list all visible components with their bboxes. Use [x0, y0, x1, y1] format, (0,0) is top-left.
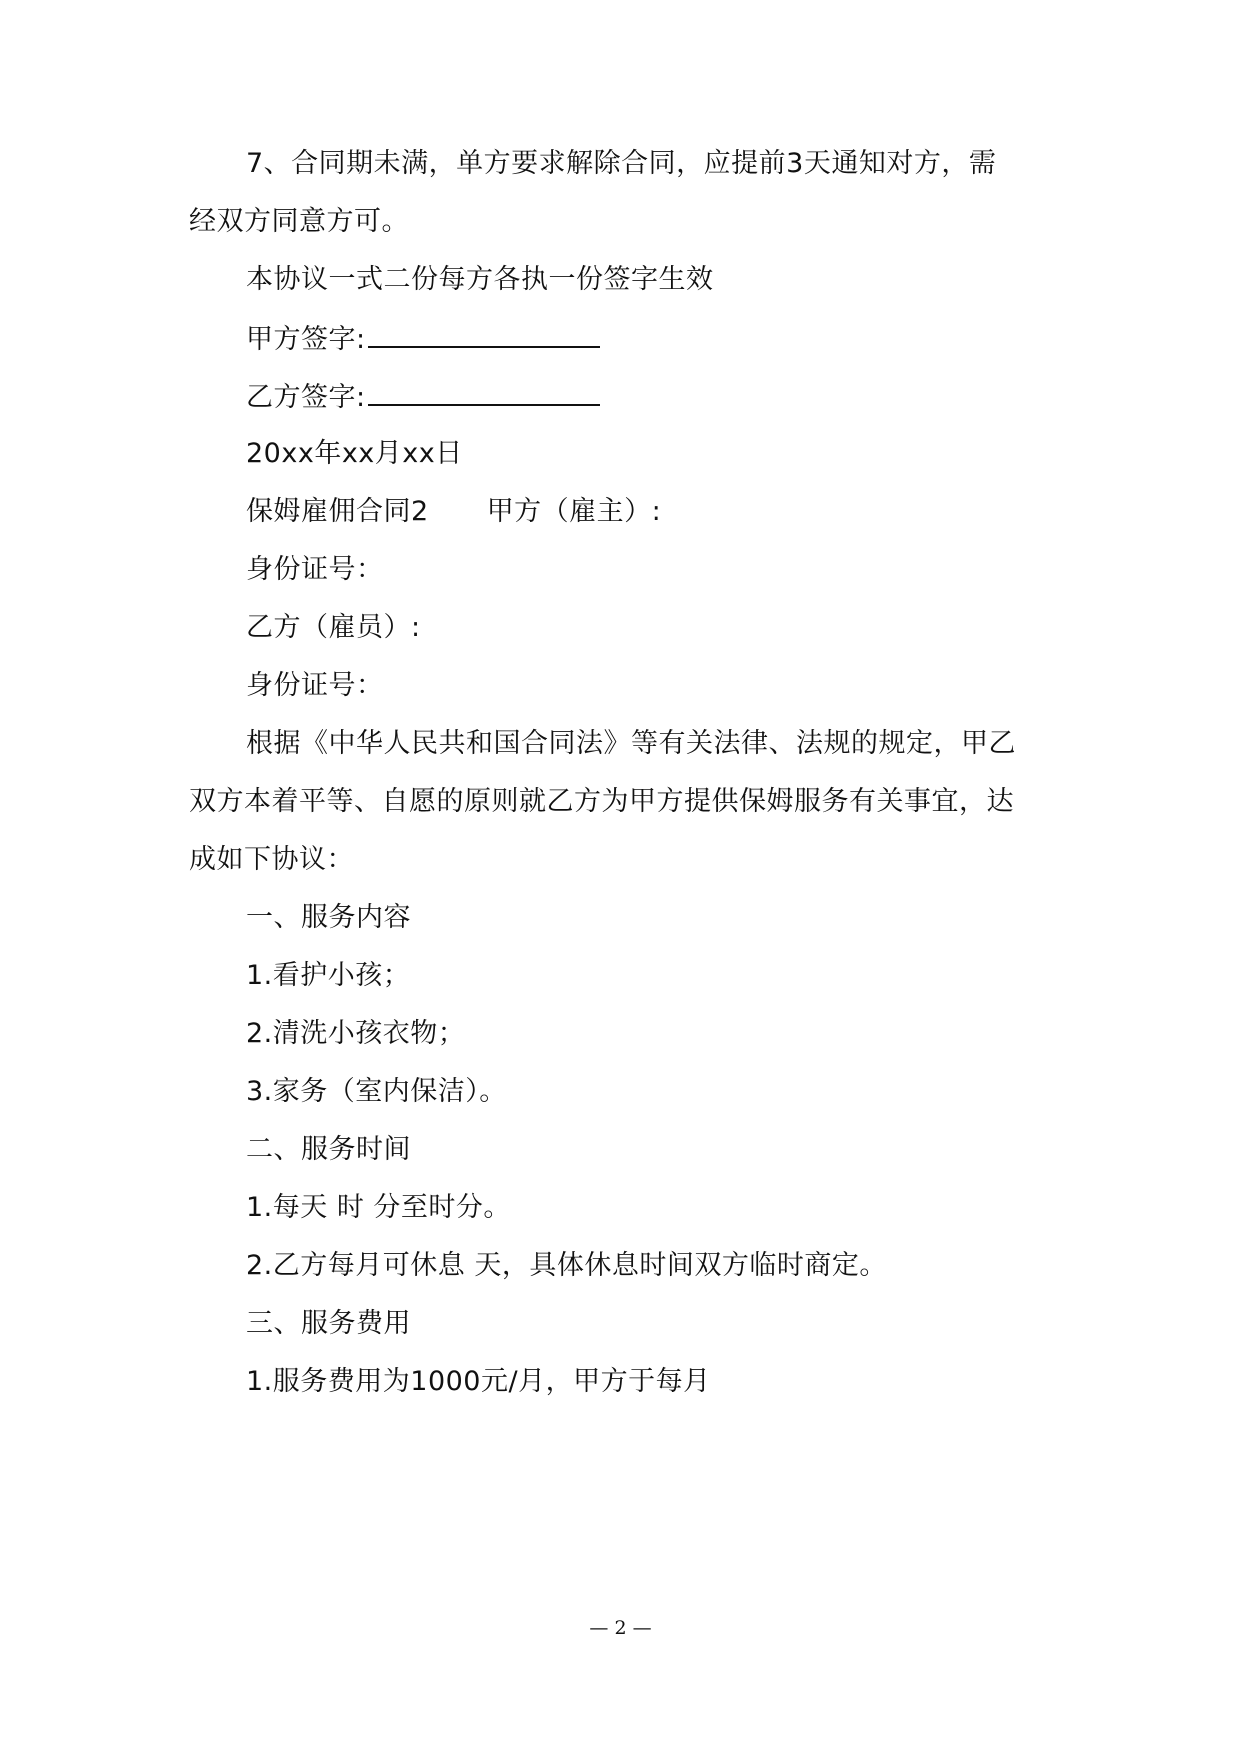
party-b-signature-line	[368, 376, 600, 406]
party-b-signature-label: 乙方签字:	[246, 382, 366, 413]
party-a-employer-label: 甲方（雇主）:	[486, 496, 662, 527]
page-number: — 2 —	[589, 1617, 652, 1639]
service-item-1: 1.看护小孩；	[246, 960, 411, 991]
party-a-signature-line	[368, 318, 600, 348]
party-b-signature-row	[0, 376, 1241, 418]
contract-2-title: 保姆雇佣合同2	[246, 496, 429, 527]
service-fee-item-1: 1.服务费用为1000元/月，甲方于每月	[246, 1366, 711, 1397]
section-2-heading: 二、服务时间	[246, 1134, 411, 1165]
signing-date: 20xx年xx月xx日	[246, 438, 463, 469]
service-item-2: 2.清洗小孩衣物；	[246, 1018, 466, 1049]
contract-2-heading-row	[0, 492, 1241, 532]
section-3-heading: 三、服务费用	[246, 1308, 411, 1339]
preamble-line-2: 双方本着平等、自愿的原则就乙方为甲方提供保姆服务有关事宜，达	[189, 786, 1014, 817]
party-a-id-label: 身份证号：	[246, 554, 384, 585]
service-time-item-1: 1.每天 时 分至时分。	[246, 1192, 511, 1223]
party-b-id-label: 身份证号：	[246, 670, 384, 701]
agreement-copies-statement: 本协议一式二份每方各执一份签字生效	[246, 264, 714, 295]
preamble-line-3: 成如下协议：	[189, 844, 354, 875]
service-item-3: 3.家务（室内保洁）。	[246, 1076, 507, 1107]
party-b-employee-label: 乙方（雇员）:	[246, 612, 421, 643]
party-a-signature-label: 甲方签字:	[246, 324, 366, 355]
service-time-item-2: 2.乙方每月可休息 天，具体休息时间双方临时商定。	[246, 1250, 887, 1281]
clause-7-line-1: 7、合同期未满，单方要求解除合同，应提前3天通知对方，需	[246, 148, 997, 179]
section-1-heading: 一、服务内容	[246, 902, 411, 933]
party-a-signature-row	[0, 318, 1241, 360]
clause-7-line-2: 经双方同意方可。	[189, 206, 409, 237]
preamble-line-1: 根据《中华人民共和国合同法》等有关法律、法规的规定，甲乙	[246, 728, 1016, 759]
